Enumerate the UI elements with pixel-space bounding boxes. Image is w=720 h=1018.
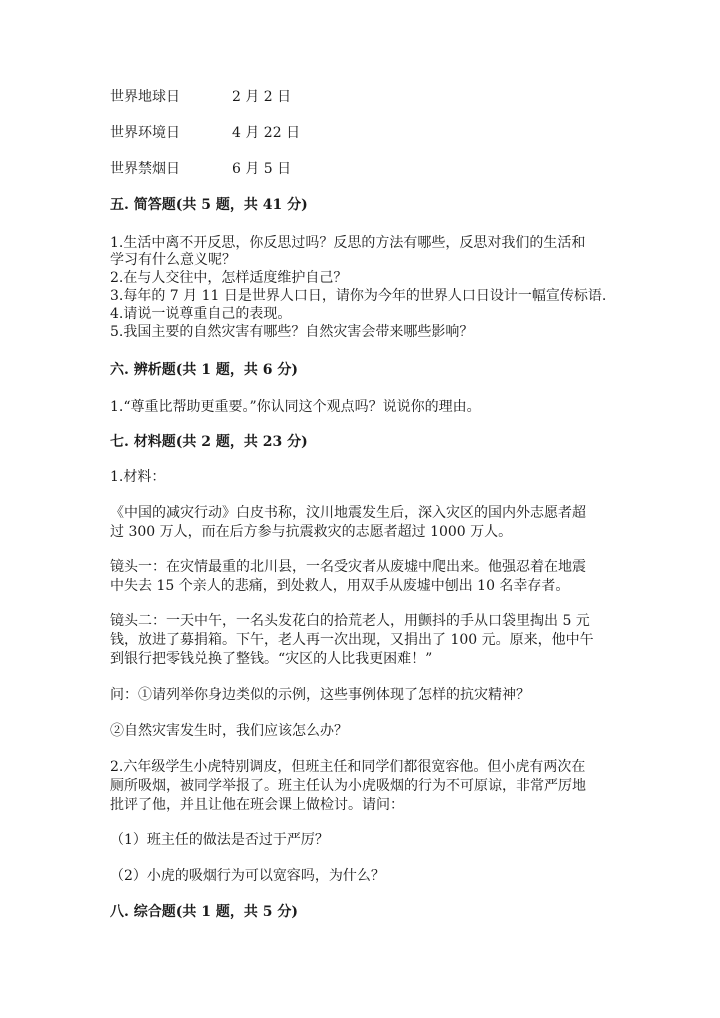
section-heading: 八. 综合题(共 1 题，共 5 分) xyxy=(110,904,298,920)
question-text: 2.六年级学生小虎特别调皮，但班主任和同学们都很宽容他。但小虎有两次在 xyxy=(110,759,586,775)
date-name: 世界禁烟日 xyxy=(110,161,180,177)
material-text: 镜头一：在灾情最重的北川县，一名受灾者从废墟中爬出来。他强忍着在地震 xyxy=(110,559,586,575)
question-text: 4.请说一说尊重自己的表现。 xyxy=(110,306,292,322)
question-text: 5.我国主要的自然灾害有哪些？自然灾害会带来哪些影响？ xyxy=(110,324,474,340)
date-name: 世界地球日 xyxy=(110,89,180,105)
sub-question: （1）班主任的做法是否过于严厉？ xyxy=(110,832,329,848)
question-label: 1.材料： xyxy=(110,469,166,485)
question-text: 学习有什么意义呢？ xyxy=(110,252,236,268)
section-heading: 六. 辨析题(共 1 题，共 6 分) xyxy=(110,362,298,378)
question-text: 3.每年的 7 月 11 日是世界人口日，请你为今年的世界人口日设计一幅宣传标语. xyxy=(110,288,607,304)
question-text: 1.“尊重比帮助更重要。”你认同这个观点吗？说说你的理由。 xyxy=(110,399,481,415)
question-text: 批评了他，并且让他在班会课上做检讨。请问： xyxy=(110,797,404,813)
sub-question: （2）小虎的吸烟行为可以宽容吗，为什么？ xyxy=(110,868,385,884)
date-name: 世界环境日 xyxy=(110,125,180,141)
date-value: 6 月 5 日 xyxy=(232,161,292,177)
question-text: 2.在与人交往中，怎样适度维护自己？ xyxy=(110,270,348,286)
question-text: ②自然灾害发生时，我们应该怎么办？ xyxy=(110,723,348,739)
date-value: 2 月 2 日 xyxy=(232,89,292,105)
question-text: 问：①请列举你身边类似的示例，这些事例体现了怎样的抗灾精神？ xyxy=(110,687,530,703)
question-text: 厕所吸烟，被同学举报了。班主任认为小虎吸烟的行为不可原谅，非常严厉地 xyxy=(110,778,586,794)
date-value: 4 月 22 日 xyxy=(232,125,301,141)
material-text: 到银行把零钱兑换了整钱。“灾区的人比我更困难！” xyxy=(110,651,433,667)
section-heading: 五. 简答题(共 5 题，共 41 分) xyxy=(110,197,308,213)
material-text: 过 300 万人，而在后方参与抗震救灾的志愿者超过 1000 万人。 xyxy=(110,524,513,540)
section-heading: 七. 材料题(共 2 题，共 23 分) xyxy=(110,434,308,450)
material-text: 中失去 15 个亲人的悲痛，到处救人，用双手从废墟中刨出 10 名幸存者。 xyxy=(110,578,570,594)
material-text: 镜头二：一天中午，一名头发花白的拾荒老人，用颤抖的手从口袋里掏出 5 元 xyxy=(110,613,590,629)
material-text: 钱，放进了募捐箱。下午，老人再一次出现，又捐出了 100 元。原来，他中午 xyxy=(110,632,594,648)
question-text: 1.生活中离不开反思，你反思过吗？反思的方法有哪些，反思对我们的生活和 xyxy=(110,235,586,251)
material-text: 《中国的减灾行动》白皮书称，汶川地震发生后，深入灾区的国内外志愿者超 xyxy=(110,505,586,521)
